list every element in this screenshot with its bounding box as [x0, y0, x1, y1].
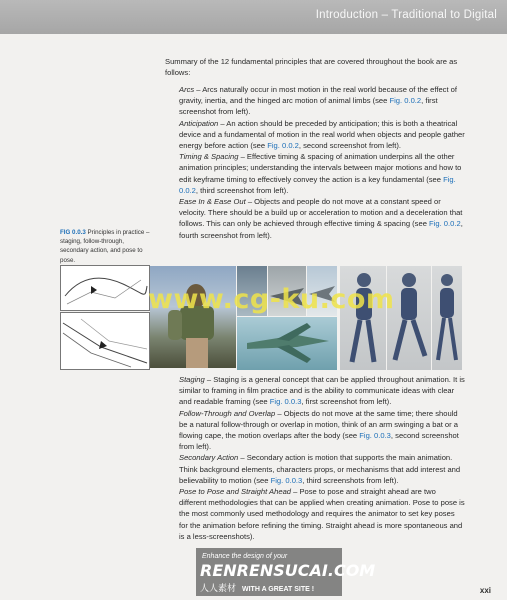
figure-reference[interactable]: Fig. 0.0.2: [389, 96, 422, 106]
runner-pose-1-image: [340, 266, 386, 370]
principle-tail: , third screenshots from left).: [302, 475, 399, 485]
principle-tail: , second screenshot from left).: [179, 431, 459, 452]
figure-reference[interactable]: Fig. 0.0.2: [267, 141, 299, 151]
principle-text: Objects do not move at the same time; there should be a natural follow-through or overlap in motion, think of an arm swinging a bat or a flowing cape, the motion overlaps after the body (see: [179, 408, 459, 441]
runner-figure: [340, 266, 386, 370]
watermark-text: www.cg-ku.com: [148, 284, 395, 315]
principle-term: Timing & Spacing: [179, 152, 239, 162]
principle-tail: , second screenshot from left).: [298, 141, 402, 151]
principle-text: Objects and people do not move at a constant speed or velocity. There should be a build up or acceleration to motion and a deceleration that follows. This can only be achieved through effective timing & spacing (see: [179, 197, 463, 229]
principle-pose-to-pose: [165, 486, 465, 542]
principle-text: An action should be preceded by anticipation; this is both a theatrical device and a fundamental of motion in the real world when objects and people gather energy before action (see: [179, 118, 465, 151]
wireframe-drawing: [61, 313, 149, 369]
principle-sep: –: [291, 487, 300, 497]
principle-tail: , first screenshot from left).: [179, 96, 438, 117]
intro-text: Summary of the 12 fundamental principles that are covered throughout the book are as follows:: [165, 57, 458, 78]
principle-staging: [165, 374, 465, 408]
runner-figure: [432, 266, 462, 370]
principle-tail: , first screenshot from left).: [301, 397, 392, 407]
principle-sep: –: [204, 375, 214, 384]
svg-text:WITH A GREAT SITE !: WITH A GREAT SITE !: [242, 586, 315, 593]
figure-caption-text: Principles in practice – staging, follow-through, secondary action, and pose to pose.: [60, 229, 150, 264]
jet-silhouette: [237, 317, 337, 370]
principle-term: Arcs: [179, 85, 195, 94]
figure-caption: [60, 228, 152, 265]
principle-term: Ease In & Ease Out: [179, 197, 246, 207]
principle-sep: –: [238, 453, 247, 463]
runner-pose-3-image: [432, 266, 462, 370]
principle-sep: –: [218, 118, 227, 128]
wireframe-drawing: [61, 266, 149, 310]
figure-reference[interactable]: Fig. 0.0.3: [270, 475, 303, 485]
principle-timing-spacing: [165, 151, 465, 196]
principle-term: Secondary Action: [179, 453, 239, 463]
principle-tail: screenshots).: [208, 531, 255, 541]
figure-reference[interactable]: Fig. 0.0.2: [179, 174, 456, 195]
chapter-header: [0, 0, 507, 34]
principle-ease-in-out: [165, 196, 465, 241]
principles-list-2: [165, 374, 465, 542]
principle-term: Staging: [179, 375, 205, 384]
warrior-character-image: [150, 266, 236, 368]
svg-text:RENRENSUCAI.COM: RENRENSUCAI.COM: [200, 561, 376, 580]
principle-term: Pose to Pose and Straight Ahead: [179, 487, 292, 497]
principle-term: Follow-Through and Overlap: [179, 408, 276, 418]
principle-text: Effective timing & spacing of animation underpins all the other animation principles; understanding the intervals between major motions and how to edit keyframe timing to effectively convey the action is a key fundamental (see: [179, 152, 462, 184]
figure-reference[interactable]: Fig. 0.0.2: [429, 219, 461, 229]
principles-list-1: [165, 84, 465, 241]
jet-front-image: [237, 317, 337, 370]
principle-follow-through: [165, 408, 465, 453]
figure-reference[interactable]: Fig. 0.0.3: [269, 397, 302, 407]
site-logo-watermark: [196, 548, 376, 596]
page-number: xxi: [479, 586, 491, 595]
principle-sep: –: [245, 197, 255, 207]
runner-pose-2-image: [387, 266, 431, 370]
principle-sep: –: [238, 152, 247, 162]
chapter-title: Introduction – Traditional to Digital: [315, 9, 497, 21]
intro-paragraph: [165, 56, 465, 78]
figure-label: FIG 0.0.3: [60, 229, 86, 236]
principle-tail: , fourth screenshot from left).: [179, 219, 463, 240]
principle-text: Arcs naturally occur in most motion in the real world because of the effect of gravity, inertia, and the hinged arc motion of animal limbs (see: [179, 85, 458, 106]
principle-secondary-action: [165, 452, 465, 486]
runner-figure: [387, 266, 431, 370]
staging-wireframe-image: [60, 265, 150, 311]
principle-arcs: [165, 84, 465, 118]
svg-text:Enhance the design of your: Enhance the design of your: [202, 553, 288, 560]
principle-sep: –: [275, 408, 284, 418]
warrior-figure: [150, 266, 236, 368]
principle-text: Staging is a general concept that can be applied throughout animation. It is similar to framing in film practice and is the ability to communicate ideas with clear and readable framing (see: [179, 375, 465, 407]
follow-through-wireframe-image: [60, 312, 150, 370]
principle-text: Pose to pose and straight ahead are two different methodologies that can be applied when creating animation. Pose to pose is the most commonly used methodology and requires the animator to set key poses for the animation before refining the timing. Straight ahead is more spontaneous and is a less-: [179, 487, 465, 541]
principle-anticipation: [165, 118, 465, 152]
principle-text: Secondary action is motion that supports the main animation. Think background elements, characters props, or mechanisms that add interest and believability to motion (see: [179, 453, 461, 485]
figure-reference[interactable]: Fig. 0.0.3: [359, 431, 391, 441]
principle-sep: –: [194, 85, 203, 94]
principle-tail: , third screenshot from left).: [195, 185, 289, 195]
svg-text:人人素材: 人人素材: [200, 584, 237, 594]
principle-term: Anticipation: [179, 118, 219, 128]
